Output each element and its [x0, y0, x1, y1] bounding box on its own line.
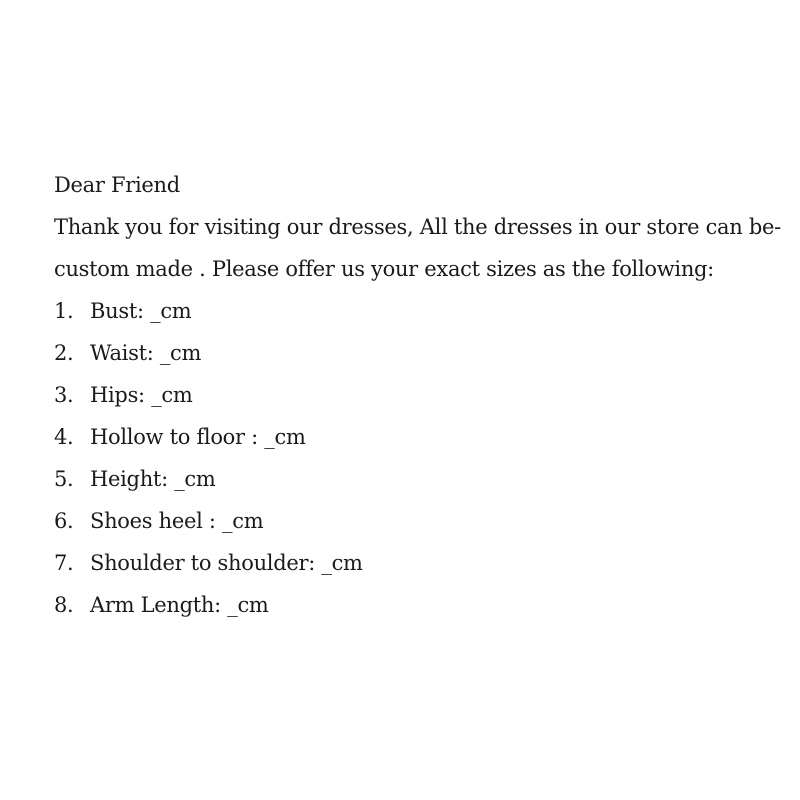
list-item-bust	[54, 294, 784, 336]
measurement-list	[54, 294, 784, 630]
list-item-text: Hips: _cm	[90, 383, 193, 407]
list-item-number: 7.	[54, 551, 74, 575]
list-item-number: 5.	[54, 467, 74, 491]
list-item-number: 3.	[54, 383, 74, 407]
list-item-text: Height: _cm	[90, 467, 216, 491]
list-item-text: Bust: _cm	[90, 299, 192, 323]
list-item-number: 4.	[54, 425, 74, 449]
list-item-shoes-heel	[54, 504, 784, 546]
list-item-waist	[54, 336, 784, 378]
body-text-line-1: Thank you for visiting our dresses, All the dresses in our store can be-	[54, 215, 781, 239]
list-item-height	[54, 462, 784, 504]
size-request-letter	[54, 168, 784, 630]
list-item-text: Arm Length: _cm	[90, 593, 269, 617]
list-item-number: 8.	[54, 593, 74, 617]
list-item-number: 2.	[54, 341, 74, 365]
greeting: Dear Friend	[54, 173, 180, 197]
list-item-text: Waist: _cm	[90, 341, 202, 365]
list-item-number: 1.	[54, 299, 74, 323]
list-item-hips	[54, 378, 784, 420]
list-item-text: Shoes heel : _cm	[90, 509, 264, 533]
list-item-number: 6.	[54, 509, 74, 533]
list-item-arm-length	[54, 588, 784, 630]
body-text-line-2: custom made . Please offer us your exact sizes as the following:	[54, 257, 714, 281]
list-item-text: Hollow to floor : _cm	[90, 425, 306, 449]
list-item-text: Shoulder to shoulder: _cm	[90, 551, 363, 575]
list-item-shoulder-to-shoulder	[54, 546, 784, 588]
list-item-hollow-to-floor	[54, 420, 784, 462]
